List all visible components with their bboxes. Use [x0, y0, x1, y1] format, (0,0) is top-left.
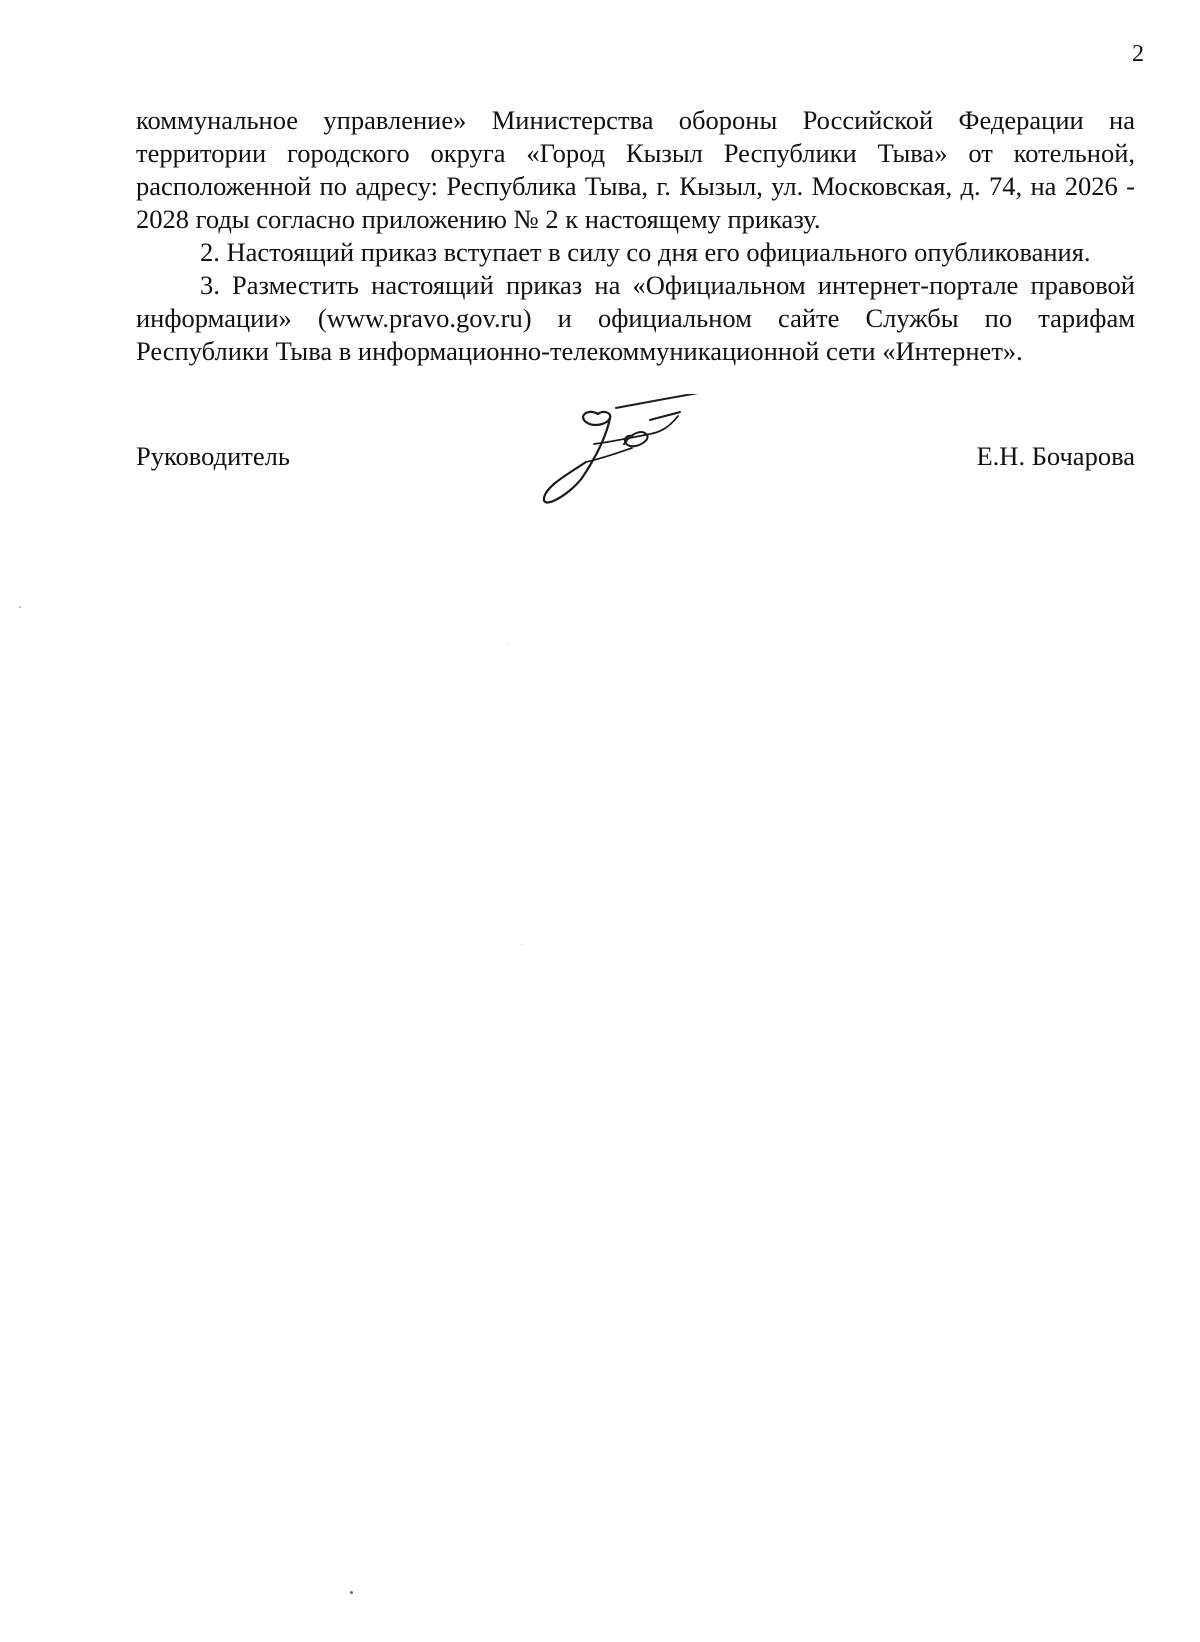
signatory-name: Е.Н. Бочарова: [976, 441, 1135, 471]
page-number: 2: [1132, 41, 1144, 67]
paragraph-item-2: 2. Настоящий приказ вступает в силу со дня его официального опубликования.: [200, 237, 1091, 267]
handwritten-signature: [528, 394, 738, 522]
signatory-position: Руководитель: [136, 441, 290, 471]
scan-speck: [19, 606, 21, 608]
document-body: [136, 104, 1135, 368]
paragraph-item-3: 3. Разместить настоящий приказ на «Официальном интернет-портале правовой информации» (www.pravo.gov.ru) и официальном сайте Службы по тарифам Республики Тыва в информационно-телекоммуникационной сети «Интернет».: [136, 270, 1135, 366]
paragraph-continuation: коммунальное управление» Министерства обороны Российской Федерации на территории городского округа «Город Кызыл Республики Тыва» от котельной, расположенной по адресу: Республика Тыва, г. Кызыл, ул. Московская, д. 74, на 2026 - 2028 годы согласно приложению № 2 к настоящему приказу.: [136, 105, 1135, 234]
scan-speck: [350, 1591, 353, 1594]
scan-speck: [521, 944, 522, 945]
scan-speck: [508, 644, 509, 645]
